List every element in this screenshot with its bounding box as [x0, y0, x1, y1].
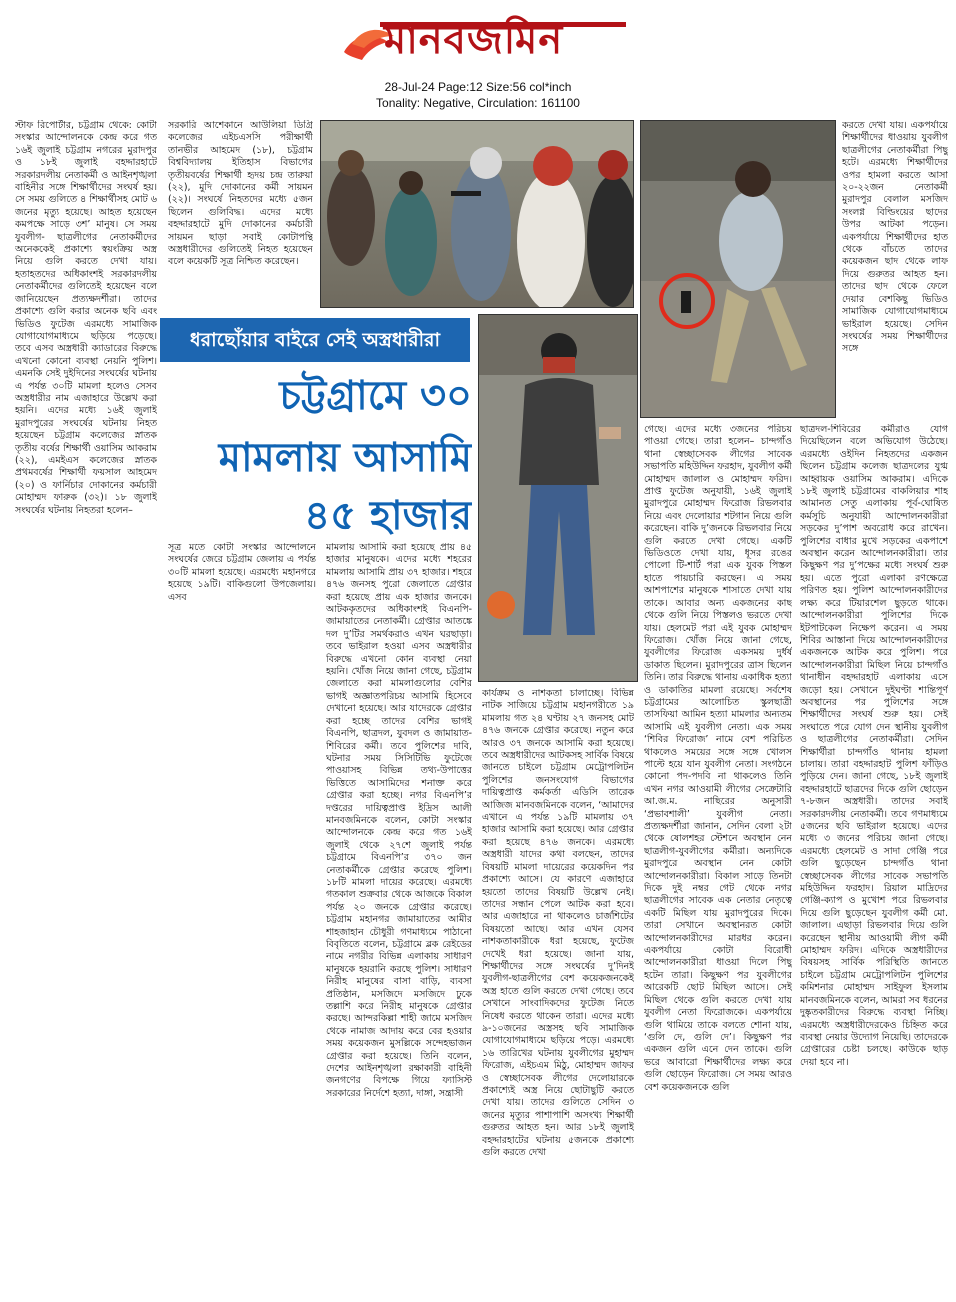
photo-gunmen-crowd-image: [321, 121, 634, 308]
headline-line-1: চট্টগ্রামে ৩০: [279, 373, 472, 419]
article-column-2-top: [168, 120, 313, 310]
article-text: সরকারি আশেকানে আউলিয়া ডিগ্রি কলেজের এইচএসসি পরীক্ষার্থী তানভীর আহমেদ (১৮), চট্টগ্রাম বিশ্ববিদ্যালয় ইতিহাস বিভাগের তৃতীয়বর্ষের শিক্ষার্থী হৃদয় চন্দ্র তারুয়া (২২), মুদি দোকানের কর্মী সায়মন (২২)। সংঘর্ষে নিহতদের মধ্যে ৫জন ছিলেন গুলিবিদ্ধ। এদের মধ্যে বহদ্দারহাটে মুদি দোকানের কর্মচারী সায়মন ছাড়া সবাই কোটাপন্থি অস্ত্রধারীদের গুলিতেই নিহত হয়েছেন বলে কয়েকটি সূত্র নিশ্চিত করেছেন।: [168, 120, 313, 268]
article-column-6-top: [842, 120, 948, 418]
article-text: মামলায় আসামি করা হয়েছে প্রায় ৪৫ হাজার মানুষকে। এদের মধ্যে শহরের মামলায় আসামি প্রায় ৩৭ হাজার। শহরে ৪৭৬ জনসহ পুরো জেলাতে গ্রেপ্তার করা হয়েছে প্রায় এক হাজার জনকে। আটককৃতদের অধিকাংশই বিএনপি-জামায়াতের নেতাকর্মী। গ্রেপ্তার আতঙ্কে দল দু’টির সমর্থকরাও এখন ঘরছাড়া। তবে ভাইরাল হওয়া এসব অস্ত্রধারীর বিরুদ্ধে এখনো কোন ব্যবস্থা নেয়া হয়নি। খোঁজ নিয়ে জানা গেছে, চট্টগ্রাম জেলাতে করা মামলাগুলোর বেশির ভাগই অজ্ঞাতপরিচয় আসামি হিসেবে দেখানো হয়েছে। আর যাদেরকে গ্রেপ্তার করা হচ্ছে তাদের বেশির ভাগই বিএনপি, ছাত্রদল, যুবদল ও জামায়াত-শিবিরের কর্মী। তবে পুলিশের দাবি, ঘটনার সময় সিসিটিভি ফুটেজে পাওয়াসহ বিভিন্ন তথ্য-উপাত্তের ভিত্তিতে আসামিদের শনাক্ত করে গ্রেপ্তার করা হচ্ছে। নগর বিএনপি’র দপ্তরের দায়িত্বপ্রাপ্ত ইদ্রিস আলী মানবজমিনকে বলেন, কোটা সংস্কার আন্দোলনকে কেন্দ্র করে গত ১৬ই জুলাই থেকে ২৭শে জুলাই পর্যন্ত চট্টগ্রামে বিএনপি’র ৩৭০ জন নেতাকর্মীকে গ্রেপ্তার করেছে পুলিশ। ১৮টি মামলা দায়ের করেছে। এরমধ্যে গতকাল শুক্রবার থেকে আজকে বিকাল পর্যন্ত ২০ জনকে গ্রেপ্তার করেছে। চট্টগ্রাম মহানগর জামায়াতের আমীর শাহজাহান চৌধুরী গণমাধ্যমে পাঠানো বিবৃতিতে বলেন, চট্টগ্রামে ব্লক রেইডের নামে নগরীর বিভিন্ন এলাকায় সাধারণ মানুষকে হয়রানি করছে পুলিশ। সাধারণ নিরীহ মানুষের বাসা বাড়ি, ব্যবসা প্রতিষ্ঠান, মসজিদে মসজিদে ঢুকে তল্লাশি করে নিরীহ মানুষকে গ্রেপ্তার করছে। আন্দরকিল্লা শাহী জামে মসজিদ থেকে নামাজ আদায় করে বের হওয়ার সময় কয়েকজন মুসল্লিকে সন্দেহভাজন গ্রেপ্তার করা হয়েছে। তিনি বলেন, দেশের আইনশৃঙ্খলা রক্ষাকারী বাহিনী জনগণের বিপক্ষে গিয়ে ফ্যাসিস্ট সরকারের নির্দেশে হত্যা, দাঙ্গা, সন্ত্রাসী: [326, 542, 472, 1099]
article-text: ছাত্রদল-শিবিরের কর্মীরাও যোগ দিয়েছিলেন বলে অভিযোগ উঠেছে। এরমধ্যে ওইদিন নিহতদের একজন ছিলেন চট্টগ্রাম কলেজ ছাত্রদলের যুগ্ম আহ্বায়ক ওয়াসিম আকরাম। এদিকে ১৮ই জুলাই চট্টগ্রামের বাকলিয়ার শাহ আমানত সেতু এলাকায় পূর্ব-ঘোষিত কর্মসূচি অনুযায়ী আন্দোলনকারীরা সড়কের দু’পাশ অবরোধ করে রাখেন। পুলিশের বাধার মুখে সড়কের একপাশে অবস্থান করেন আন্দোলনকারীরা। তার কিছুক্ষণ পর দু’পক্ষের মধ্যে সংঘর্ষ শুরু হয়। এতে পুরো এলাকা রণক্ষেত্রে পরিণত হয়। পুলিশ আন্দোলনকারীদের লক্ষ্য করে টিয়ারশেল ছুড়তে থাকে। আন্দোলনকারীরা পুলিশের দিকে ইটপাটকেল নিক্ষেপ করেন। এ সময় শিবির আস্তানা দিয়ে আন্দোলনকারীদের একজনকে আটক করে পুলিশ। পরে আন্দোলনকারীরা মিছিল নিয়ে চান্দগাঁও থানাধীন বহদ্দারহাট এলাকায় এসে জড়ো হয়। সেখানে দুইঘণ্টা শান্তিপূর্ণ অবস্থানের পর পুলিশের সঙ্গে শিক্ষার্থীদের সংঘর্ষ শুরু হয়। সেই সংঘাতে পরে যোগ দেন স্থানীয় যুবলীগ ও ছাত্রলীগের নেতাকর্মীরা। সেদিন শিক্ষার্থীরা চান্দগাঁও থানায় হামলা চালায়। তারা বহদ্দারহাট পুলিশ ফাঁড়িও পুড়িয়ে দেন। জানা গেছে, ১৮ই জুলাই বহদ্দারহাটে ছাত্রদের দিকে গুলি ছোড়েন ৭-৮জন অস্ত্রধারী। তাদের সবাই সরকারদলীয় নেতাকর্মী। তবে গণমাধ্যমে ৫জনের ছবি ভাইরাল হয়েছে। এদের মধ্যে ৩ জনের পরিচয় জানা গেছে। এরমধ্যে হেলমেট ও সাদা গেঞ্জি পরে গুলি ছুড়েছেন চান্দগাঁও থানা স্বেচ্ছাসেবক লীগের সাবেক সভাপতি মহিউদ্দিন ফরহাদ। রিয়াল মাদ্রিদের গেঞ্জি-ক্যাপ ও মুখোশ পরে রিভলবার দিয়ে গুলি ছুড়েছেন যুবলীগ কর্মী মো. জালাল। এছাড়া রিভলবার দিয়ে গুলি করেছেন স্থানীয় আওয়ামী লীগ কর্মী মোহাম্মদ ফরিদ। এদিকে অস্ত্রধারীদের বিষয়সহ সার্বিক পরিস্থিতি জানতে চাইলে চট্টগ্রাম মেট্রোপলিটন পুলিশের কমিশনার মোহাম্মদ সাইফুল ইসলাম মানবজমিনকে বলেন, আমরা সব ধরনের দুষ্কৃতকারীদের বিরুদ্ধে ব্যবস্থা নিচ্ছি। এরমধ্যে অস্ত্রধারীদেরকেও চিহ্নিত করে ব্যবস্থা নেয়ার উদ্যোগ নিয়েছি। তাদেরকে গ্রেপ্তারের চেষ্টা চলছে। কাউকে ছাড় দেয়া হবে না।: [800, 424, 948, 1068]
clipping-meta: 28-Jul-24 Page:12 Size:56 col*inch: [384, 80, 572, 94]
photo-masked-gunman-image: [479, 315, 638, 682]
photo-gunmen-crowd: [320, 120, 634, 308]
brand-logo: মানবজমিন: [384, 16, 564, 63]
article-text: স্টাফ রিপোর্টার, চট্টগ্রাম থেকে: কোটা সংস্কার আন্দোলনকে কেন্দ্র করে গত ১৬ই জুলাই চট্টগ্রাম নগরের মুরাদপুর ও ১৮ই জুলাই বহদ্দারহাটে সরকারদলীয় নেতাকর্মী ও আইনশৃঙ্খলা বাহিনীর সঙ্গে শিক্ষার্থীদের সংঘর্ষ হয়। সে সময় গুলিতে ৪ শিক্ষার্থীসহ মোট ৬ জনের মৃত্যু হয়েছে। আহত হয়েছেন কমপক্ষে সাড়ে ৩শ’ মানুষ। সে সময় যুবলীগ- ছাত্রলীগের নেতাকর্মীদের অনেককেই প্রকাশ্যে স্বয়ংক্রিয় অস্ত্র নিয়ে গুলি করতে দেখা যায়। হতাহতদের অধিকাংশই সরকারদলীয় নেতাকর্মীদের গুলিতেই হয়েছেন বলে জানিয়েছেন প্রত্যক্ষদর্শীরা। তাদের প্রকাশ্যে গুলি করার অনেক ছবি এবং ভিডিও ফুটেজ এরমধ্যে সামাজিক যোগাযোগমাধ্যমে ছড়িয়ে পড়েছে। তবে এসব অস্ত্রধারী ক্যাডারের বিরুদ্ধে এখনো কোনো ব্যবস্থা নেয়নি পুলিশ। এমনকি সেই দুইদিনের সংঘর্ষের ঘটনায় এ পর্যন্ত ৩০টি মামলা হলেও সেসব অস্ত্রধারীর নাম এজাহারে উল্লেখ করা হয়নি। এদের মধ্যে ১৬ই জুলাই মুরাদপুরের সংঘর্ষের ঘটনায় নিহত হয়েছেন চট্টগ্রাম কলেজের স্নাতক তৃতীয় বর্ষের শিক্ষার্থী ওয়াসিম আকরাম (২২), এমইএস কলেজের স্নাতক প্রথমবর্ষের শিক্ষার্থী ফয়সাল আহমেদ (২০) ও ফার্নিচার দোকানের কর্মচারী মোহাম্মদ ফারুক (৩২)। ১৮ জুলাই সংঘর্ষের ঘটনায় নিহতরা হলেন–: [15, 120, 157, 516]
article-column-4: [482, 688, 634, 1300]
article-text: সূত্র মতে কোটা সংস্কার আন্দোলনে সংঘর্ষের জেরে চট্টগ্রাম জেলায় এ পর্যন্ত ৩০টি মামলা হয়েছে। এরমধ্যে মহানগরে হয়েছে ১৯টি। বাকিগুলো উপজেলায়। এসব: [168, 542, 316, 603]
photo-man-with-pistol: [640, 120, 836, 418]
article-column-1: [15, 120, 157, 660]
article-text: কার্যক্রম ও নাশকতা চালাচ্ছে। বিভিন্ন নাটক সাজিয়ে চট্টগ্রাম মহানগরীতে ১৯ মামলায় গত ২৪ ঘণ্টায় ২৭ জনসহ মোট ৪৭৬ জনকে গ্রেপ্তার করেছে। নতুন করে আরও ৩৭ জনকে আসামি করা হয়েছে। তবে অস্ত্রধারীদের আটকসহ সার্বিক বিষয়ে জানতে চাইলে চট্টগ্রাম মেট্রোপলিটন পুলিশের জনসংযোগ বিভাগের দায়িত্বপ্রাপ্ত কর্মকর্তা এডিসি তারেক আজিজ মানবজমিনকে বলেন, ‘আমাদের এখানে এ পর্যন্ত ১৯টি মামলায় ৩৭ হাজার আসামি করা হয়েছে। আর গ্রেপ্তার করা হয়েছে ৪৭৬ জনকে। এরমধ্যে অস্ত্রধারী যাদের কথা বলছেন, তাদের বিষয়টি মামলা দায়েরের কয়েকদিন পর প্রকাশ্যে আসে। যে কারণে এজাহারে হয়তো তাদের বিষয়টি উল্লেখ নেই। তাদের সন্ধান পেলে আটক করা হবে। আর এজাহারে না থাকলেও চার্জশিটের বিষয়তো আছে। আর এখন যেসব নাশকতাকারীকে ধরা হয়েছে, ফুটেজ দেখেই ধরা হয়েছে। জানা যায়, শিক্ষার্থীদের সঙ্গে সংঘর্ষের দু’দিনই যুবলীগ-ছাত্রলীগের বেশ কয়েকজনকেই অস্ত্র হাতে গুলি করতে দেখা গেছে। তবে সেখানে সাংবাদিকদের ফুটেজ নিতে নিষেধ করতে থাকেন তারা। এদের মধ্যে ৯-১০জনের অস্ত্রসহ ছবি সামাজিক যোগাযোগমাধ্যমে ছড়িয়ে পড়ে। এরমধ্যে ১৬ তারিখের ঘটনায় যুবলীগের মুহাম্মদ ফিরোজ, এইচএম মিঠু, মোহাম্মদ জাফর ও স্বেচ্ছাসেবক লীগের দেলোয়ারকে প্রকাশ্যেই অস্ত্র নিয়ে ছোটাছুটি করতে দেখা যায়। তাদের গুলিতে সেদিন ৩ জনের মৃত্যুর পাশাপাশি অসংখ্য শিক্ষার্থী গুরুতর আহত হন। আর ১৮ই জুলাই বহদ্দারহাটের ঘটনায় ৫জনকে প্রকাশ্যে গুলি করতে দেখা: [482, 688, 634, 1159]
photo-masked-gunman: [478, 314, 638, 682]
article-kicker: ধরাছোঁয়ার বাইরে সেই অস্ত্রধারীরা: [160, 318, 470, 362]
headline-line-2: মামলায় আসামি: [218, 435, 472, 481]
headline-line-3: ৪৫ হাজার: [304, 493, 472, 539]
article-column-5: [644, 424, 792, 1300]
photo-man-with-pistol-image: [641, 121, 836, 418]
article-column-2-bottom: [168, 542, 316, 660]
masthead: [0, 0, 956, 112]
clipping-tonality: Tonality: Negative, Circulation: 161100: [376, 96, 580, 110]
article-column-3: [326, 542, 472, 1300]
article-column-6: [800, 424, 948, 1300]
article-text: করতে দেখা যায়। একপর্যায়ে শিক্ষার্থীদের ধাওয়ায় যুবলীগ ছাত্রলীগের নেতাকর্মীরা পিছু হটে। এরমধ্যে শিক্ষার্থীদের ওপর হামলা করতে আসা ২০-২২জন নেতাকর্মী মুরাদপুর বেলাল মসজিদ সংলগ্ন বিল্ডিংয়ের ছাদের উপর আটকা পড়েন। একপর্যায়ে শিক্ষার্থীদের হাত থেকে বাঁচতে তাদের কয়েকজন ছাদ থেকে লাফ দিয়ে গুরুতর আহত হন। তাদের ছাদ থেকে ফেলে দেয়ার বেশকিছু ভিডিও সামাজিক যোগাযোগমাধ্যমে ভাইরাল হয়েছে। সেদিন সংঘর্ষের সময় শিক্ষার্থীদের সঙ্গে: [842, 120, 948, 355]
article-text: গেছে। এদের মধ্যে ৩জনের পরিচয় পাওয়া গেছে। তারা হলেন– চান্দগাঁও থানা স্বেচ্ছাসেবক লীগের সাবেক সভাপতি মহিউদ্দিন ফরহাদ, যুবলীগ কর্মী মোহাম্মদ জালাল ও মোহাম্মদ ফরিদ। প্রাপ্ত ফুটেজ অনুযায়ী, ১৬ই জুলাই মুরাদপুরে মোহাম্মদ ফিরোজ রিভলবার নিয়ে এবং দেলোয়ার শটগান নিয়ে গুলি করেছেন। বাকি দু’জনকে রিভলবার নিয়ে গুলি করতে দেখা গেছে। একটি ভিডিওতে দেখা যায়, ধূসর রঙের পোলো টি-শার্ট পরা এক যুবক পিস্তল হাতে পায়চারি করছেন। এ সময় আশপাশের মানুষকে শাসাতে দেখা যায় তাকে। আবার অন্য একজনের কাছ থেকে গুলি নিয়ে পিস্তলও ভরতে দেখা যায়। হেলমেট পরা এই যুবক মোহাম্মদ ফিরোজ। খোঁজ নিয়ে জানা গেছে, যুবলীগের ফিরোজ একসময় দুর্ধর্ষ ডাকাত ছিলেন। মুরাদপুরের ত্রাস ছিলেন তিনি। তার বিরুদ্ধে থানায় একাধিক হত্যা ও ডাকাতির মামলা রয়েছে। সর্বশেষ চট্টগ্রামের আলোচিত স্কুলছাত্রী তাসফিয়া আমিন হত্যা মামলার অন্যতম আসামি এই যুবলীগ নেতা। এক সময় ‘শিবির ফিরোজ’ নামে বেশ পরিচিত থাকলেও সময়ের সঙ্গে সঙ্গে খোলস পাল্টে হয়ে যান যুবলীগ নেতা। সংগঠনে কোনো পদ-পদবি না থাকলেও তিনি এখন নগর আওয়ামী লীগের সেক্রেটারি আ.জ.ম. নাছিরের অনুসারী ‘প্রভাবশালী’ যুবলীগ নেতা। প্রত্যক্ষদর্শীরা জানান, সেদিন বেলা ২টা থেকে ষোলশহর স্টেশনে অবস্থান নেন ছাত্রলীগ-যুবলীগের কর্মীরা। অন্যদিকে মুরাদপুরে অবস্থান নেন কোটা আন্দোলনকারীরা। বিকাল সাড়ে তিনটা দিকে দুই নম্বর গেট থেকে নগর ছাত্রলীগের সাবেক এক নেতার নেতৃত্বে একটি মিছিল যায় মুরাদপুরের দিকে। তারা সেখানে অবস্থানরত কোটা আন্দোলনকারীদের মারধর করেন। একপর্যায়ে কোটা বিরোধী আন্দোলনকারীরা ধাওয়া দিলে পিছু হটেন তারা। কিছুক্ষণ পর যুবলীগের আরেকটি ছোট মিছিল আসে। সেই মিছিল থেকে গুলি করতে দেখা যায় যুবলীগ নেতা ফিরোজকে। একপর্যায়ে গুলি থামিয়ে তাকে বলতে শোনা যায়, ‘গুলি দে, গুলি দে’। কিছুক্ষণ পর একজন গুলি এনে দেন তাকে। গুলি ভরে আবারো শিক্ষার্থীদের লক্ষ্য করে গুলি ছোড়েন ফিরোজ। সে সময় আরও বেশ কয়েকজনকে গুলি: [644, 424, 792, 1093]
